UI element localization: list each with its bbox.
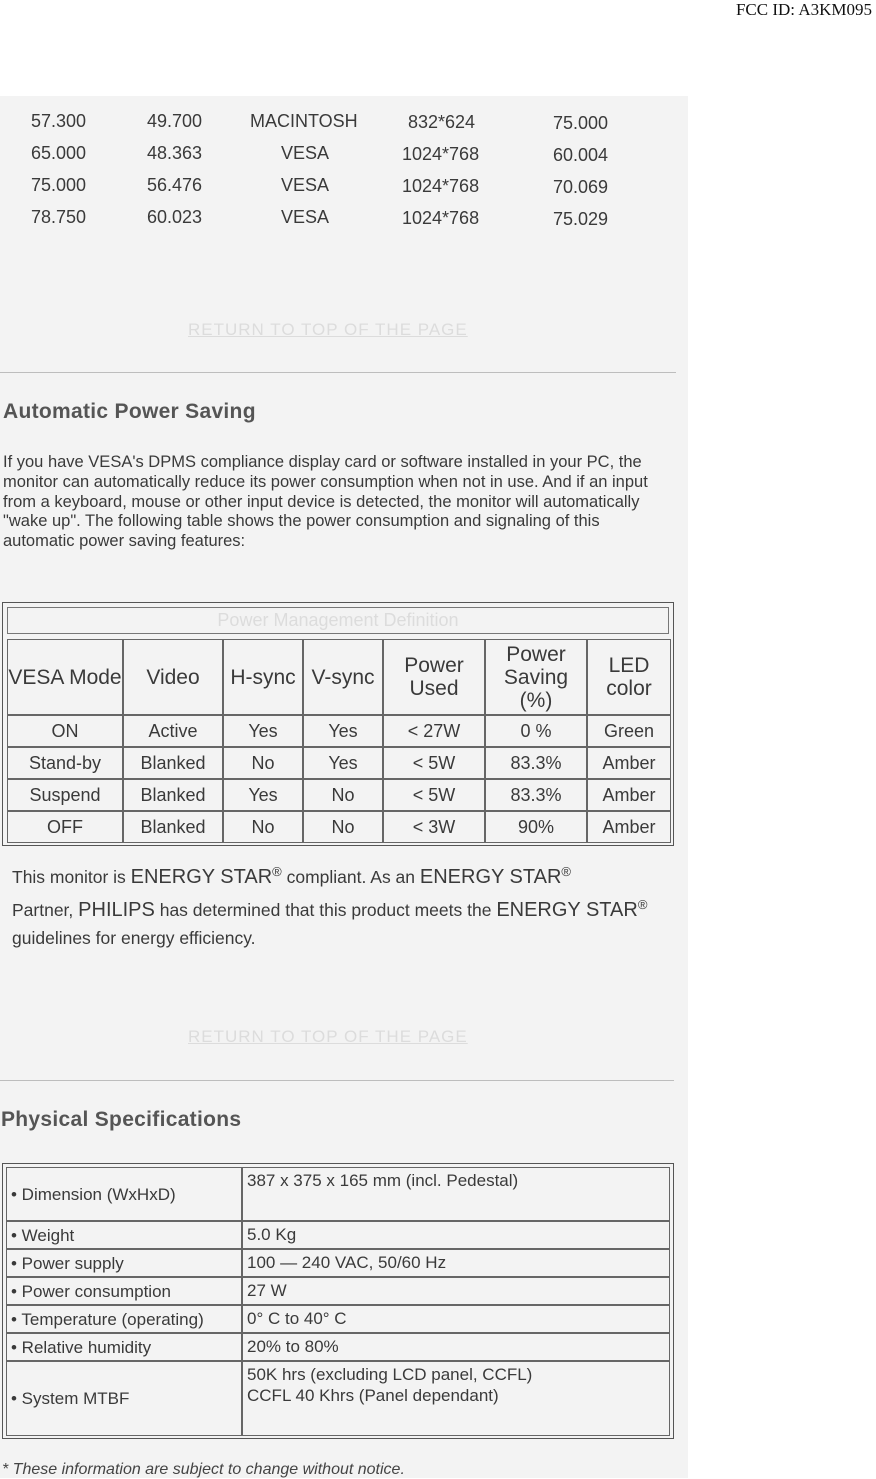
- spec-value: 100 — 240 VAC, 50/60 Hz: [242, 1249, 670, 1277]
- physical-specs-table: [2, 1163, 674, 1439]
- energy-star-statement: [12, 858, 672, 952]
- energy-text: This monitor is: [12, 866, 131, 887]
- table-cell: 0 %: [485, 715, 587, 747]
- section-divider: [0, 372, 676, 373]
- registered-mark: ®: [637, 896, 648, 912]
- spec-value: 27 W: [242, 1277, 670, 1305]
- energy-text: has determined that this product meets the: [154, 899, 497, 920]
- disclaimer-note: * These information are subject to change without notice.: [2, 1461, 405, 1478]
- timing-cell: 78.750: [31, 207, 87, 227]
- table-cell: Active: [123, 715, 223, 747]
- table-cell: ON: [7, 715, 123, 747]
- table-cell: < 27W: [383, 715, 485, 747]
- timing-cell: 75.029: [553, 209, 609, 229]
- energy-text: compliant. As an: [281, 866, 420, 887]
- timing-cell: VESA: [281, 175, 330, 195]
- return-to-top-link[interactable]: RETURN TO TOP OF THE PAGE: [188, 1027, 468, 1046]
- table-cell: Yes: [223, 779, 303, 811]
- power-saving-description: If you have VESA's DPMS compliance display card or software installed in your PC, the monitor can automatically reduce its power consumption when not in use. And if an input from a keyboard, mouse or other input device is detected, the monitor will automatically "wake up". The following table shows the power consumption and signaling of this automatic power saving features:: [3, 453, 648, 551]
- table-cell: 90%: [485, 811, 587, 843]
- table-cell: Blanked: [123, 811, 223, 843]
- table-cell: 83.3%: [485, 779, 587, 811]
- fcc-id-header: FCC ID: A3KM095: [735, 0, 872, 19]
- timing-cell: 60.023: [147, 207, 203, 227]
- spec-value: 387 x 375 x 165 mm (incl. Pedestal): [242, 1167, 670, 1221]
- table-cell: Amber: [587, 779, 671, 811]
- timing-cell: 48.363: [147, 143, 203, 163]
- spec-label: • Power supply: [6, 1249, 242, 1277]
- spec-label: • Weight: [6, 1221, 242, 1249]
- timing-cell: 1024*768: [402, 144, 480, 164]
- timing-cell: 60.004: [553, 145, 609, 165]
- table-cell: Amber: [587, 747, 671, 779]
- spec-label: • Power consumption: [6, 1277, 242, 1305]
- timing-cell: 75.000: [553, 113, 609, 133]
- spec-value: 5.0 Kg: [242, 1221, 670, 1249]
- column-header: Video: [123, 639, 223, 715]
- philips-brand: PHILIPS: [78, 898, 155, 921]
- spec-label: • Temperature (operating): [6, 1305, 242, 1333]
- table-cell: No: [303, 779, 383, 811]
- table-cell: Amber: [587, 811, 671, 843]
- section-divider: [0, 1080, 674, 1081]
- return-to-top-link[interactable]: RETURN TO TOP OF THE PAGE: [188, 320, 468, 339]
- registered-mark: ®: [272, 864, 282, 879]
- energy-star-mark: ENERGY STAR: [130, 865, 273, 888]
- table-cell: No: [223, 747, 303, 779]
- table-cell: Stand-by: [7, 747, 123, 779]
- column-header: VESA Mode: [7, 639, 123, 715]
- timing-cell: MACINTOSH: [250, 111, 358, 131]
- timing-cell: 1024*768: [402, 208, 480, 228]
- spec-label: • Relative humidity: [6, 1333, 242, 1361]
- timing-cell: 75.000: [31, 175, 87, 195]
- table-cell: Suspend: [7, 779, 123, 811]
- table-cell: < 3W: [383, 811, 485, 843]
- table-cell: Blanked: [123, 779, 223, 811]
- table-cell: Yes: [223, 715, 303, 747]
- timing-cell: 832*624: [408, 112, 476, 132]
- table-cell: No: [303, 811, 383, 843]
- timing-cell: 49.700: [147, 111, 203, 131]
- table-cell: No: [223, 811, 303, 843]
- table-cell: OFF: [7, 811, 123, 843]
- energy-star-mark: ENERGY STAR: [419, 865, 562, 888]
- timing-cell: VESA: [281, 143, 330, 163]
- table-cell: Green: [587, 715, 671, 747]
- column-header: LED color: [587, 639, 671, 715]
- table-cell: Yes: [303, 715, 383, 747]
- energy-text: Partner,: [12, 899, 79, 920]
- timing-cell: 56.476: [147, 175, 203, 195]
- section-title-power-saving: Automatic Power Saving: [3, 400, 256, 423]
- spec-value-line: CCFL 40 Khrs (Panel dependant): [247, 1386, 499, 1405]
- column-header: Power Saving (%): [485, 639, 587, 715]
- spec-value: 20% to 80%: [242, 1333, 670, 1361]
- column-header: H-sync: [223, 639, 303, 715]
- table-cell: Blanked: [123, 747, 223, 779]
- energy-star-mark: ENERGY STAR: [496, 898, 638, 921]
- registered-mark: ®: [561, 864, 571, 879]
- spec-value-line: 50K hrs (excluding LCD panel, CCFL): [247, 1365, 533, 1384]
- table-cell: Yes: [303, 747, 383, 779]
- timing-cell: 65.000: [31, 143, 87, 163]
- section-title-physical-specs: Physical Specifications: [1, 1108, 242, 1131]
- table-cell: 83.3%: [485, 747, 587, 779]
- spec-label: • Dimension (WxHxD): [6, 1167, 242, 1221]
- timing-cell: 57.300: [31, 111, 87, 131]
- table-cell: < 5W: [383, 779, 485, 811]
- spec-label: • System MTBF: [6, 1361, 242, 1436]
- timing-cell: VESA: [281, 207, 330, 227]
- power-management-table: [2, 602, 674, 846]
- spec-value-mtbf: [242, 1361, 670, 1436]
- table-cell: < 5W: [383, 747, 485, 779]
- energy-text: guidelines for energy efficiency.: [12, 927, 256, 948]
- timing-cell: 70.069: [553, 177, 609, 197]
- table-caption: Power Management Definition: [7, 607, 669, 634]
- timing-cell: 1024*768: [402, 176, 480, 196]
- column-header: Power Used: [383, 639, 485, 715]
- column-header: V-sync: [303, 639, 383, 715]
- spec-value: 0° C to 40° C: [242, 1305, 670, 1333]
